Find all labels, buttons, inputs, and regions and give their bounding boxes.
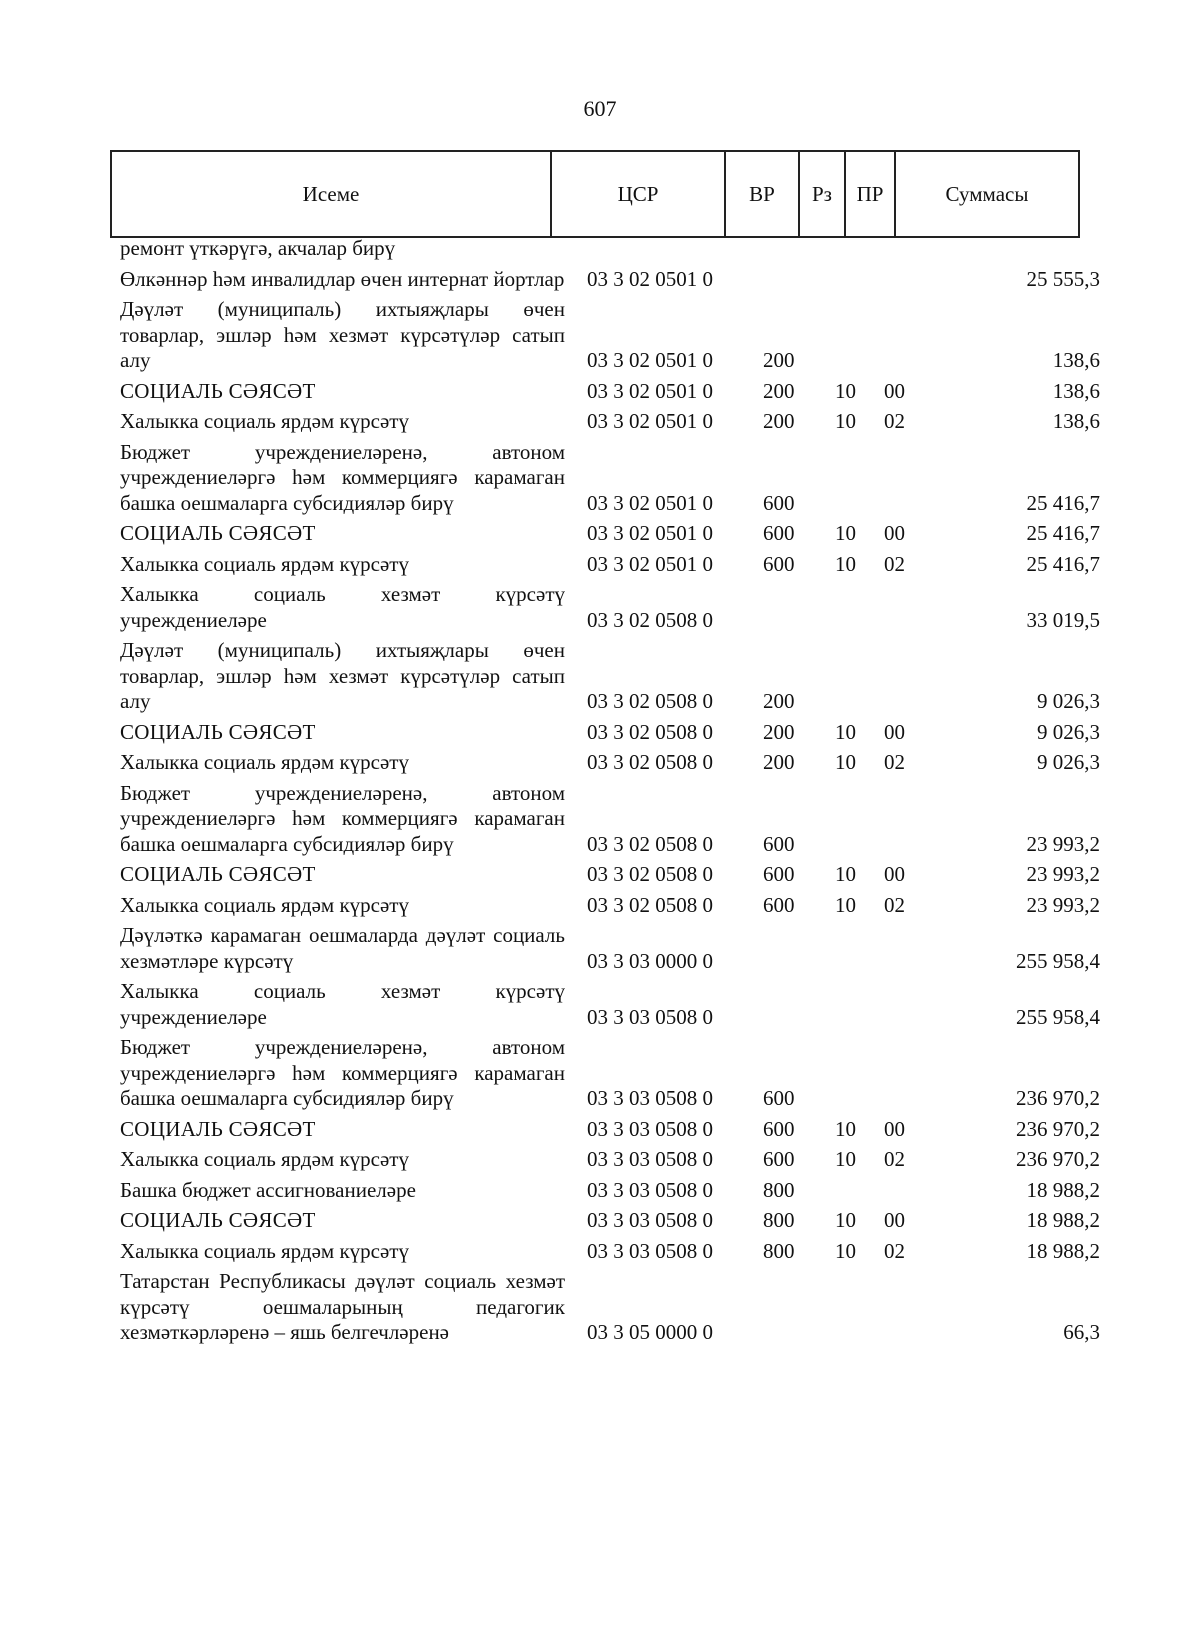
row-csr: 03 3 02 0501 0	[587, 348, 713, 372]
row-sum: 66,3	[1063, 1320, 1100, 1344]
row-name: СОЦИАЛЬ СӘЯСӘТ	[120, 719, 316, 744]
row-vr: 600	[763, 1086, 795, 1110]
row-name: Халыкка социаль хезмәт күрсәтү учреждениеләре	[120, 582, 565, 632]
row-csr: 03 3 03 0508 0	[587, 1147, 713, 1171]
row-sum: 255 958,4	[1016, 948, 1100, 973]
row-name: Башка бюджет ассигнованиеләре	[120, 1177, 416, 1202]
row-sum: 236 970,2	[1016, 1086, 1100, 1110]
table-row	[110, 862, 1110, 888]
row-rz: 10	[835, 378, 856, 403]
row-pr: 00	[884, 521, 905, 545]
row-sum: 23 993,2	[1026, 892, 1100, 917]
header-pr: ПР	[845, 151, 895, 237]
row-csr: 03 3 03 0508 0	[587, 1208, 713, 1232]
table-row	[110, 1239, 1110, 1265]
row-pr: 02	[884, 1147, 905, 1171]
row-vr: 200	[763, 378, 795, 403]
row-sum: 25 416,7	[1026, 551, 1100, 576]
row-vr: 600	[763, 551, 795, 576]
row-sum: 18 988,2	[1026, 1238, 1100, 1263]
row-sum: 236 970,2	[1016, 1147, 1100, 1171]
row-rz: 10	[835, 862, 856, 886]
row-csr: 03 3 02 0508 0	[587, 607, 713, 632]
row-rz: 10	[835, 521, 856, 545]
row-name: Халыкка социаль ярдәм күрсәтү	[120, 892, 409, 917]
row-name: Халыкка социаль ярдәм күрсәтү	[120, 1238, 409, 1263]
row-csr: 03 3 02 0501 0	[587, 266, 713, 291]
row-vr: 200	[763, 689, 795, 713]
table-row	[110, 582, 1110, 633]
row-vr: 200	[763, 750, 795, 774]
table-row	[110, 781, 1110, 858]
row-pr: 00	[884, 1116, 905, 1141]
row-csr: 03 3 03 0508 0	[587, 1238, 713, 1263]
table-row	[110, 720, 1110, 746]
row-name: Бюджет учреждениеләренә, автоном учреждениеләргә һәм коммерциягә карамаган башка оешмаларга субсидияләр бирү	[120, 439, 565, 515]
table-row	[110, 552, 1110, 578]
row-rz: 10	[835, 719, 856, 744]
row-rz: 10	[835, 1116, 856, 1141]
row-sum: 138,6	[1052, 409, 1100, 433]
row-sum: 25 416,7	[1026, 521, 1100, 545]
table-row	[110, 1178, 1110, 1204]
row-sum: 33 019,5	[1026, 607, 1100, 632]
row-name: Татарстан Республикасы дәүләт социаль хезмәт күрсәтү оешмаларының педагогик хезмәткәрләренә – яшь белгечләренә	[120, 1269, 565, 1344]
row-name: Халыкка социаль ярдәм күрсәтү	[120, 750, 409, 774]
table-row	[110, 379, 1110, 405]
row-name: СОЦИАЛЬ СӘЯСӘТ	[120, 1208, 316, 1232]
table-row	[110, 236, 1110, 262]
row-vr: 200	[763, 348, 795, 372]
row-vr: 600	[763, 521, 795, 545]
row-sum: 138,6	[1052, 378, 1100, 403]
row-vr: 800	[763, 1238, 795, 1263]
row-sum: 25 555,3	[1026, 266, 1100, 291]
row-pr: 00	[884, 719, 905, 744]
row-name: СОЦИАЛЬ СӘЯСӘТ	[120, 862, 316, 886]
row-pr: 02	[884, 750, 905, 774]
table-row	[110, 1269, 1110, 1346]
row-sum: 23 993,2	[1026, 831, 1100, 856]
table-header	[110, 150, 1080, 238]
row-name: СОЦИАЛЬ СӘЯСӘТ	[120, 521, 316, 545]
row-sum: 236 970,2	[1016, 1116, 1100, 1141]
row-sum: 18 988,2	[1026, 1208, 1100, 1232]
table-row	[110, 1147, 1110, 1173]
row-csr: 03 3 02 0501 0	[587, 551, 713, 576]
row-pr: 02	[884, 892, 905, 917]
row-csr: 03 3 02 0501 0	[587, 378, 713, 403]
row-name: ремонт үткәрүгә, акчалар бирү	[120, 236, 396, 260]
row-csr: 03 3 02 0508 0	[587, 862, 713, 886]
row-sum: 9 026,3	[1037, 719, 1100, 744]
row-csr: 03 3 02 0508 0	[587, 892, 713, 917]
row-sum: 18 988,2	[1026, 1177, 1100, 1202]
row-name: Халыкка социаль ярдәм күрсәтү	[120, 1147, 409, 1171]
row-sum: 138,6	[1052, 348, 1100, 372]
table-row	[110, 923, 1110, 974]
row-csr: 03 3 03 0508 0	[587, 1004, 713, 1029]
row-sum: 23 993,2	[1026, 862, 1100, 886]
row-rz: 10	[835, 1208, 856, 1232]
row-vr: 600	[763, 862, 795, 886]
row-vr: 200	[763, 719, 795, 744]
row-name: Дәүләт (муниципаль) ихтыяҗлары өчен товарлар, эшләр һәм хезмәт күрсәтүләр сатып алу	[120, 297, 565, 372]
row-pr: 00	[884, 862, 905, 886]
row-vr: 200	[763, 409, 795, 433]
row-pr: 00	[884, 378, 905, 403]
header-rz: Рз	[799, 151, 845, 237]
row-csr: 03 3 03 0508 0	[587, 1116, 713, 1141]
row-vr: 600	[763, 831, 795, 856]
table-row	[110, 440, 1110, 517]
row-rz: 10	[835, 750, 856, 774]
table-body	[110, 236, 1110, 1351]
header-sum: Суммасы	[895, 151, 1079, 237]
row-pr: 02	[884, 1238, 905, 1263]
table-row	[110, 1117, 1110, 1143]
row-name: Дәүләткә карамаган оешмаларда дәүләт социаль хезмәтләре күрсәтү	[120, 923, 565, 973]
table-row	[110, 267, 1110, 293]
table-row	[110, 521, 1110, 547]
table-row	[110, 297, 1110, 374]
row-pr: 02	[884, 551, 905, 576]
page-number: 607	[583, 96, 617, 121]
row-name: СОЦИАЛЬ СӘЯСӘТ	[120, 378, 316, 403]
table-row	[110, 979, 1110, 1030]
table-row	[110, 409, 1110, 435]
row-pr: 02	[884, 409, 905, 433]
row-csr: 03 3 02 0508 0	[587, 831, 713, 856]
row-rz: 10	[835, 1238, 856, 1263]
row-name: Халыкка социаль ярдәм күрсәтү	[120, 409, 409, 433]
row-vr: 600	[763, 490, 795, 515]
row-csr: 03 3 02 0508 0	[587, 750, 713, 774]
row-sum: 25 416,7	[1026, 490, 1100, 515]
row-rz: 10	[835, 892, 856, 917]
row-name: СОЦИАЛЬ СӘЯСӘТ	[120, 1116, 316, 1141]
row-sum: 255 958,4	[1016, 1004, 1100, 1029]
row-rz: 10	[835, 1147, 856, 1171]
row-name: Дәүләт (муниципаль) ихтыяҗлары өчен товарлар, эшләр һәм хезмәт күрсәтүләр сатып алу	[120, 638, 565, 713]
row-vr: 600	[763, 1116, 795, 1141]
row-rz: 10	[835, 551, 856, 576]
row-csr: 03 3 02 0501 0	[587, 490, 713, 515]
row-name: Бюджет учреждениеләренә, автоном учреждениеләргә һәм коммерциягә карамаган башка оешмаларга субсидияләр бирү	[120, 1035, 565, 1110]
row-csr: 03 3 05 0000 0	[587, 1320, 713, 1344]
row-csr: 03 3 02 0508 0	[587, 689, 713, 713]
row-csr: 03 3 02 0501 0	[587, 521, 713, 545]
row-sum: 9 026,3	[1037, 750, 1100, 774]
table-row	[110, 750, 1110, 776]
row-csr: 03 3 02 0501 0	[587, 409, 713, 433]
row-vr: 800	[763, 1177, 795, 1202]
table-row	[110, 638, 1110, 715]
table-row	[110, 1035, 1110, 1112]
table-row	[110, 1208, 1110, 1234]
row-name: Бюджет учреждениеләренә, автоном учреждениеләргә һәм коммерциягә карамаган башка оешмаларга субсидияләр бирү	[120, 780, 565, 856]
header-vr: ВР	[725, 151, 799, 237]
row-name: Халыкка социаль хезмәт күрсәтү учреждениеләре	[120, 979, 565, 1029]
header-name: Исеме	[111, 151, 551, 237]
row-sum: 9 026,3	[1037, 689, 1100, 713]
row-vr: 600	[763, 1147, 795, 1171]
row-name: Халыкка социаль ярдәм күрсәтү	[120, 551, 409, 576]
row-vr: 800	[763, 1208, 795, 1232]
row-csr: 03 3 03 0000 0	[587, 948, 713, 973]
row-csr: 03 3 03 0508 0	[587, 1086, 713, 1110]
header-csr: ЦСР	[551, 151, 725, 237]
row-csr: 03 3 02 0508 0	[587, 719, 713, 744]
row-vr: 600	[763, 892, 795, 917]
row-name: Өлкәннәр һәм инвалидлар өчен интернат йортлар	[120, 266, 565, 291]
row-csr: 03 3 03 0508 0	[587, 1177, 713, 1202]
table-row	[110, 893, 1110, 919]
row-rz: 10	[835, 409, 856, 433]
row-pr: 00	[884, 1208, 905, 1232]
